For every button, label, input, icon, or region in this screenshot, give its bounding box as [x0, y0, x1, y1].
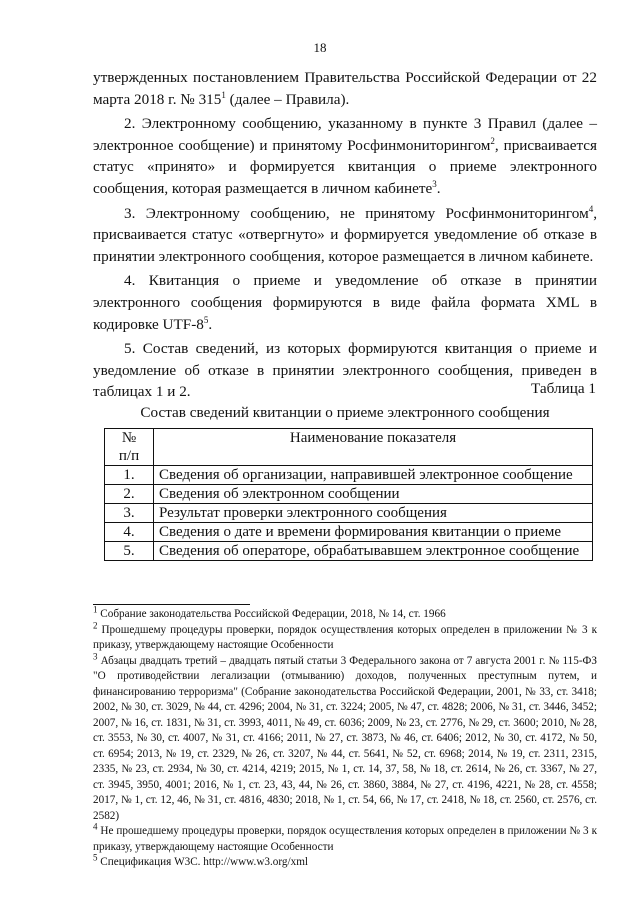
paragraph-4: 4. Квитанция о приеме и уведомление об отказе в принятии электронного сообщения формируются в виде файла формата XML в кодировке UTF-$8^5$. [93, 272, 597, 333]
row-name: Результат проверки электронного сообщения [154, 504, 593, 523]
row-name: Сведения об организации, направившей электронное сообщение [154, 466, 593, 485]
paragraph-3: 3. Электронному сообщению, не принятому Росфинмониторингом$^4$, присваивается статус «отвергнуто» и формируется уведомление об отказе в принятии электронного сообщения, которое размещается в личном кабинете. [93, 203, 597, 265]
footnotes [93, 604, 597, 871]
footnote-ref-4: 4 [588, 203, 594, 214]
table-row [105, 504, 593, 523]
table-row [105, 485, 593, 504]
table-row [105, 542, 593, 561]
footnote-ref-2: 2 [490, 135, 495, 146]
footnote-1: $^1$ Собрание законодательства Российской Федерации, 2018, № 14, ст. 1966 [93, 604, 446, 620]
header-num: № п/п [105, 429, 154, 466]
row-num: 2. [105, 485, 154, 504]
table-row [105, 466, 593, 485]
footnote-3: $^3$ Абзацы двадцать третий – двадцать пятый статьи 3 Федерального закона от 7 августа 2001 г. № 115-ФЗ "О противодействии легализации (отмыванию) доходов, полученных преступным путем, и финансированию терроризма" (Собрание законодательства Российской Федерации, 2001, № 33, ст. 3418; 2002, № 30, ст. 3029, № 44, ст. 4296; 2004, № 31, ст. 3224; 2005, № 47, ст. 4828; 2006, № 31, ст. 3446, 3452; 2007, № 16, ст. 1831, № 31, ст. 3993, 4011, № 49, ст. 6036; 2009, № 23, ст. 2776, № 29, ст. 3600; 2010, № 28, ст. 3553, № 30, ст. 4007, № 31, ст. 4166; 2011, № 27, ст. 3873, № 46, ст. 6406; 2012, № 30, ст. 4172, № 50, ст. 6954; 2013, № 19, ст. 2329, № 26, ст. 3207, № 44, ст. 5641, № 52, ст. 6968; 2014, № 19, ст. 2311, 2315, 2335, № 23, ст. 2934, № 30, ст. 4214, 4219; 2015, № 1, ст. 14, 37, 58, № 18, ст. 2614, № 26, ст. 3367, № 27, ст. 3945, 3950, 4001; 2016, № 1, ст. 23, 43, 44, № 26, ст. 3860, 3884, № 27, ст. 4196, 4221, № 28, ст. 4558; 2017, № 1, ст. 12, 46, № 31, ст. 4816, 4830; 2018, № 1, ст. 54, 66, № 17, ст. 2418, № 18, ст. 2560, ст. 2576, ст. 2582) [93, 650, 597, 822]
footnote-ref-5: 5 [203, 314, 209, 325]
table-label: Таблица 1 [531, 380, 596, 397]
footnote-ref-3: 3 [432, 178, 437, 189]
footnote-ref-1: 1 [221, 89, 226, 100]
paragraph-2: 2. Электронному сообщению, указанному в пункте 3 Правил (далее – электронное сообщение) и принятому Росфинмониторингом$^2$, присваивается статус «принято» и формируется квитанция о приеме электронного сообщения, которая размещается в личном кабинете$^3$. [93, 115, 597, 197]
row-num: 4. [105, 523, 154, 542]
table-header-row [105, 429, 593, 466]
row-name: Сведения о дате и времени формирования квитанции о приеме [154, 523, 593, 542]
footnote-4: $^4$ Не прошедшему процедуры проверки, порядок осуществления которых определен в приложении № 3 к приказу, утверждающему настоящие Особенности [93, 821, 597, 853]
footnote-2: $^2$ Прошедшему процедуры проверки, порядок осуществления которых определен в приложении № 3 к приказу, утверждающему настоящие Особенности [93, 619, 597, 651]
row-name: Сведения об операторе, обрабатывавшем электронное сообщение [154, 542, 593, 561]
body-text [93, 67, 597, 403]
row-num: 5. [105, 542, 154, 561]
paragraph-1: утвержденных постановлением Правительства Российской Федерации от 22 марта 2018 г. № $315^1$ (далее – Правила). [93, 69, 597, 108]
row-num: 1. [105, 466, 154, 485]
page-number: 18 [313, 40, 327, 55]
footnote-5: $^5$ Спецификация W3C. http://www.w3.org/xml [93, 852, 309, 868]
row-num: 3. [105, 504, 154, 523]
footnote-separator [93, 604, 250, 605]
table-row [105, 523, 593, 542]
table-title: Состав сведений квитанции о приеме электронного сообщения [140, 404, 550, 421]
header-name: Наименование показателя [154, 429, 593, 466]
paragraph-5: 5. Состав сведений, из которых формируются квитанция о приеме и уведомление об отказе в принятии электронного сообщения, приведен в таблицах 1 и 2. [93, 340, 597, 401]
data-table [104, 428, 593, 561]
row-name: Сведения об электронном сообщении [154, 485, 593, 504]
